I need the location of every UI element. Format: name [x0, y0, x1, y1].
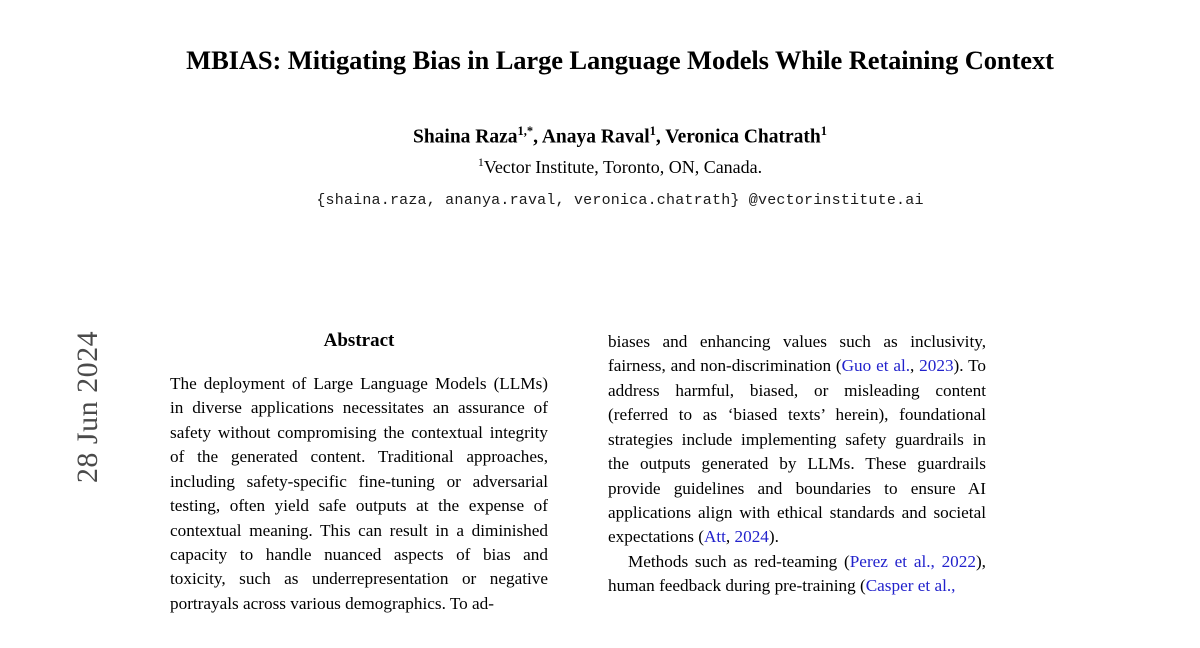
author-2-marker: 1: [649, 124, 656, 139]
intro-p2-text-2: ), human feedback during pre-training (: [608, 551, 986, 596]
author-emails: {shaina.raza, ananya.raval, veronica.chatrath} @vectorinstitute.ai: [316, 192, 924, 210]
affiliation: [170, 155, 1070, 179]
two-column-body: [170, 330, 1070, 616]
author-3-name: , Veronica Chatrath: [655, 126, 821, 148]
intro-p1-text-1: biases and enhancing values such as inclusivity, fairness, and non-discrimination (: [608, 332, 986, 376]
citation-guo-2023-year[interactable]: 2023: [919, 356, 954, 376]
author-list: [170, 123, 1070, 150]
author-2-name: , Anaya Raval: [533, 126, 650, 148]
author-1-name: Shaina Raza: [412, 126, 518, 148]
citation-perez-2022[interactable]: Perez et al., 2022: [849, 551, 976, 571]
author-3-marker: 1: [820, 124, 828, 139]
citation-guo-2023[interactable]: Guo et al.: [841, 356, 911, 376]
left-column: [170, 330, 548, 616]
intro-paragraph-2: [608, 550, 986, 599]
affiliation-marker: 1: [477, 154, 484, 169]
paper-header: [170, 0, 1070, 209]
affiliation-text: Vector Institute, Toronto, ON, Canada.: [483, 156, 763, 177]
right-column: [608, 330, 986, 616]
intro-p2-text-1: Methods such as red-teaming (: [628, 551, 850, 571]
arxiv-date-stamp: 28 Jun 2024: [71, 330, 104, 484]
citation-casper-2023[interactable]: Casper et al.,: [865, 576, 956, 596]
intro-p1-text-2: ). To address harmful, biased, or misleading content (referred to as ‘biased texts’ herein), foundational strategies include implementing safety guardrails in the outputs generated by LLMs. These guardrails provide guidelines and boundaries to ensure AI applications align with ethical standards and societal expectations (: [608, 356, 986, 547]
citation-att-2024[interactable]: Att: [703, 527, 726, 547]
abstract-text: The deployment of Large Language Models (LLMs) in diverse applications necessitates an assurance of safety without compromising the contextual integrity of the generated content. Traditional approaches, including safety-specific fine-tuning or adversarial testing, often yield safe outputs at the expense of contextual meaning. This can result in a diminished capacity to handle nuanced aspects of bias and toxicity, such as underrepresentation or negative portrayals across various demographics. To ad-: [170, 374, 548, 613]
page-title: MBIAS: Mitigating Bias in Large Language Models While Retaining Context: [186, 45, 1054, 75]
intro-paragraph-1: biases and enhancing values such as inclusivity, fairness, and non-discrimination (Guo et al., 2023). To address harmful, biased, or misleading content (referred to as ‘biased texts’ herein), foundational strategies include implementing safety guardrails in the outputs generated by LLMs. These guardrails provide guidelines and boundaries to ensure AI applications align with ethical standards and societal expectations (Att, 2024).: [608, 332, 986, 547]
author-1-marker: 1,*: [517, 124, 534, 139]
abstract-heading: Abstract: [323, 330, 395, 351]
citation-att-2024-year[interactable]: 2024: [734, 527, 769, 547]
intro-p1-text-3: ).: [768, 527, 779, 547]
